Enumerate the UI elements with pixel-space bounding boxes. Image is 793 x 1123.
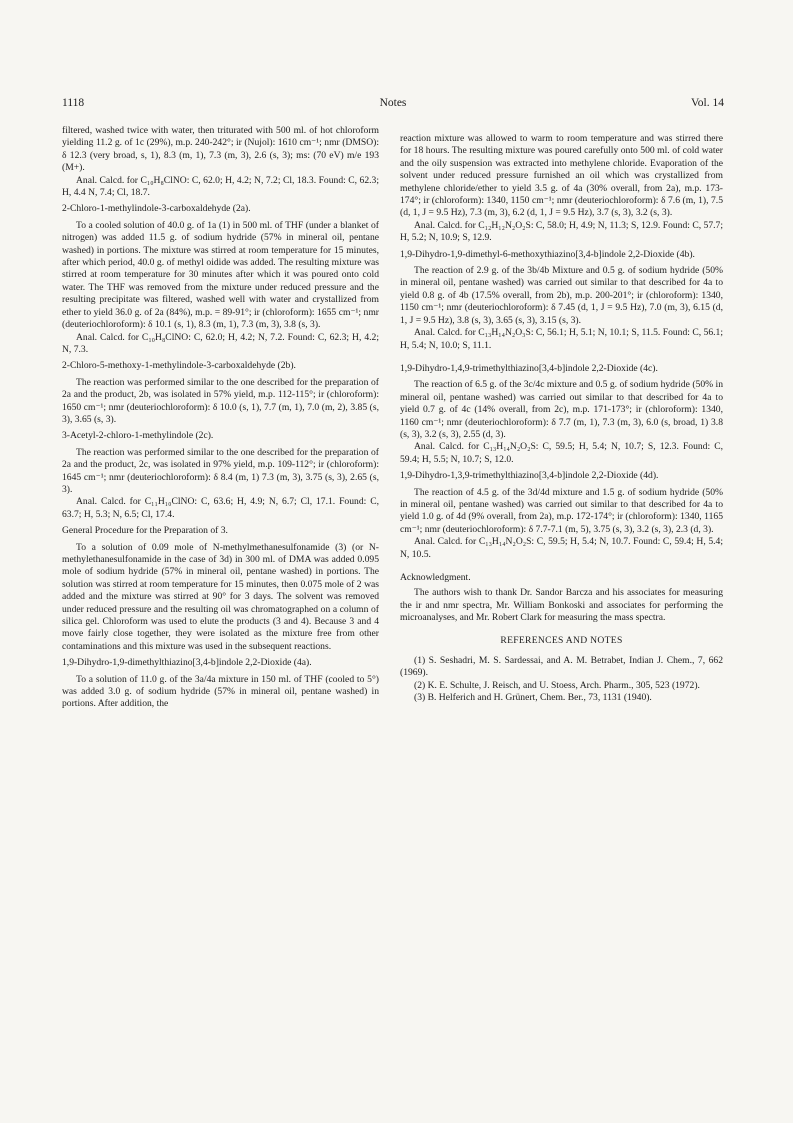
section-heading: 2-Chloro-5-methoxy-1-methylindole-3-carboxaldehyde (2b). [62, 360, 296, 372]
page-number: 1118 [62, 97, 85, 109]
section-heading: 1,9-Dihydro-1,9-dimethylthiazino[3,4-b]indole 2,2-Dioxide (4a). [62, 657, 312, 669]
analysis-line: Anal. Calcd. for C₁₃H₁₄N₂O₂S: C, 59.5; H, 5.4; N, 10.7. Found: C, 59.4; H, 5.4; N, 10.5. [400, 536, 723, 560]
paragraph: reaction mixture was allowed to warm to room temperature and was stirred there for 18 hours. The resulting mixture was poured carefully onto 500 ml. of cold water and the oily suspension was extracted into methylene chloride. Evaporation of the solvent under reduced pressure furnished an oil which was crystallized from methylene chloride/ether to yield 3.5 g. of 4a (30% overall, from 2a), m.p. 173-174°; ir (chloroform): 1340, 1150 cm⁻¹; nmr (deuteriochloroform): δ 7.6 (m, 1), 7.5 (d, 1, J = 9.5 Hz), 7.3 (m, 3), 6.2 (d, 1, J = 9.5 Hz), 3.7 (s, 3), 3.2 (s, 3). [400, 133, 723, 219]
analysis-line: Anal. Calcd. for C₁₀H₈ClNO: C, 62.0; H, 4.2; N, 7.2. Found: C, 62.3; H, 4.2; N, 7.3. [62, 331, 379, 355]
paragraph: The authors wish to thank Dr. Sandor Barcza and his associates for measuring the ir and nmr spectra, Mr. William Bonkoski and associates for performing the microanalyses, and Mr. Robert Clark for measuring the mass spectra. [400, 587, 723, 624]
section-heading: 1,9-Dihydro-1,4,9-trimethylthiazino[3,4-b]indole 2,2-Dioxide (4c). [400, 362, 658, 374]
paragraph: To a solution of 0.09 mole of N-methylmethanesulfonamide (3) (or N-methylethanesulfonamide in the case of 3d) in 300 ml. of DMA was added 0.095 mole of sodium hydride (57% in mineral oil, pentane washed) in portions. The solution was stirred at room temperature for 15 minutes, then 0.075 mole of 2 was added and the mixture was stirred at 90° for 3 days. The solvent was removed under reduced pressure and the resulting oil was chromatographed on a column of silica gel. Chloroform was used to elute the products (3 and 4). Because 3 and 4 move fairly close together, they were isolated as the mixture free from other contaminations and this mixture was used in the subsequent reactions. [62, 541, 379, 652]
references-heading: REFERENCES AND NOTES [500, 634, 623, 646]
paragraph: The reaction of 6.5 g. of the 3c/4c mixture and 0.5 g. of sodium hydride (50% in mineral oil, pentane washed) was carried out similar to that described for 4a to yield 0.7 g. of 4c (14% overall, from 2c), m.p. 171-173°; ir (chloroform): 1340, 1160 cm⁻¹; nmr (deuteriochloroform): δ 7.7 (m, 1), 7.3 (m, 3), 6.0 (s, broad, 1) 3.8 (s, 3), 3.2 (s, 3), 2.55 (d, 3). [400, 379, 723, 440]
spacer [400, 561, 723, 568]
section-heading: 2-Chloro-1-methylindole-3-carboxaldehyde (2a). [62, 203, 251, 215]
reference-item: (1) S. Seshadri, M. S. Sardessai, and A. M. Betrabet, Indian J. Chem., 7, 662 (1969). [400, 655, 723, 679]
left-column [62, 125, 379, 711]
paragraph: The reaction of 4.5 g. of the 3d/4d mixture and 1.5 g. of sodium hydride (50% in mineral oil, pentane washed) was carried out similar to that described for 4a to yield 1.0 g. of 4d (9% overall, from 2a), m.p. 172-174°; ir (chloroform): 1340, 1165 cm⁻¹; nmr (deuteriochloroform): δ 7.7-7.1 (m, 5), 3.75 (s, 3), 3.2 (s, 3), 2.3 (d, 3). [400, 486, 723, 535]
analysis-line: Anal. Calcd. for C₁₃H₁₄N₂O₃S: C, 56.1; H, 5.1; N, 10.1; S, 11.5. Found: C, 56.1; H, 5.4; N, 10.0; S, 11.1. [400, 327, 723, 351]
section-title: Notes [379, 97, 407, 109]
paragraph: To a cooled solution of 40.0 g. of 1a (1) in 500 ml. of THF (under a blanket of nitrogen) was added 11.5 g. of sodium hydride (57% in mineral oil, pentane washed) in portions. The mixture was stirred at room temperature for 15 minutes, after which period, 40.0 g. of methyl oidide was added. The resulting mixture was stirred at room temperature for 30 minutes after which it was poured onto cold water. The THF was removed from the mixture under reduced pressure and the resulting precipitate was filtered, washed well with water and crystallized from ether to yield 36.0 g. of 2a (84%), m.p. = 89-91°; ir (chloroform): 1655 cm⁻¹; nmr (deuteriochloroform): δ 10.1 (s, 1), 8.3 (m, 1), 7.3 (m, 3), 3.8 (s, 3). [62, 219, 379, 331]
paragraph: The reaction was performed similar to the one described for the preparation of 2a and the product, 2b, was isolated in 57% yield, m.p. 112-115°; ir (chloroform): 1650 cm⁻¹; nmr (deuteriochloroform): δ 10.0 (s, 1), 7.7 (m, 1), 7.0 (m, 2), 3.85 (s, 3), 3.65 (s, 3). [62, 376, 379, 425]
section-heading: General Procedure for the Preparation of 3. [62, 525, 228, 537]
spacer [400, 352, 723, 359]
running-header [62, 97, 724, 113]
analysis-line: Anal. Calcd. for C₁₀H₈ClNO: C, 62.0; H, 4.2; N, 7.2; Cl, 18.3. Found: C, 62.3; H, 4.4 N, 7.4; Cl, 18.7. [62, 174, 379, 199]
volume-label: Vol. 14 [690, 97, 724, 109]
paragraph: The reaction of 2.9 g. of the 3b/4b Mixture and 0.5 g. of sodium hydride (50% in mineral oil, pentane washed) was carried out similar to that described for 4a to yield 0.8 g. of 4b (17.5% overall, from 2b), m.p. 200-201°; ir (chloroform): 1340, 1150 cm⁻¹; nmr (deuteriochloroform): δ 7.45 (d, 1, J = 9.5 Hz), 7.0 (m, 3), 6.15 (d, 1, J = 9.5 Hz), 3.8 (s, 3), 3.65 (s, 3), 3.15 (s, 3). [400, 265, 723, 326]
reference-item: (2) K. E. Schulte, J. Reisch, and U. Stoess, Arch. Pharm., 305, 523 (1972). [414, 679, 700, 691]
analysis-line: Anal. Calcd. for C₁₃H₁₄N₂O₂S: C, 59.5; H, 5.4; N, 10.7; S, 12.3. Found: C, 59.4; H, 5.5; N, 10.7; S, 12.0. [400, 441, 723, 465]
analysis-line: Anal. Calcd. for C₁₂H₁₂N₂O₂S: C, 58.0; H, 4.9; N, 11.3; S, 12.9. Found: C, 57.7; H, 5.2; N, 10.9; S, 12.9. [400, 219, 723, 244]
reference-item: (3) B. Helferich and H. Grünert, Chem. Ber., 73, 1131 (1940). [414, 692, 652, 704]
paragraph: To a solution of 11.0 g. of the 3a/4a mixture in 150 ml. of THF (cooled to 5°) was added 3.0 g. of sodium hydride (57% in mineral oil, pentane washed) in portions. After addition, the [62, 673, 379, 710]
paragraph: filtered, washed twice with water, then triturated with 500 ml. of hot chloroform yielding 11.2 g. of 1c (29%), m.p. 240-242°; ir (Nujol): 1610 cm⁻¹; nmr (DMSO): δ 12.3 (very broad, s, 1), 8.3 (m, 1), 7.3 (m, 3), 2.6 (s, 3); ms: (70 eV) m/e 193 (M+). [62, 125, 379, 174]
section-heading: 1,9-Dihydro-1,9-dimethyl-6-methoxythiazino[3,4-b]indole 2,2-Dioxide (4b). [400, 248, 695, 260]
section-heading: 3-Acetyl-2-chloro-1-methylindole (2c). [62, 430, 214, 442]
acknowledgment-heading: Acknowledgment. [400, 572, 471, 583]
section-heading: 1,9-Dihydro-1,3,9-trimethylthiazino[3,4-b]indole 2,2-Dioxide (4d). [400, 470, 659, 482]
right-column [400, 133, 723, 705]
paragraph: The reaction was performed similar to the one described for the preparation of 2a and the product, 2c, was isolated in 97% yield, m.p. 109-112°; ir (chloroform): 1645 cm⁻¹; nmr (deuteriochloroform): δ 8.4 (m, 1) 7.3 (m, 3), 3.75 (s, 3), 2.65 (s, 3). [62, 446, 379, 495]
analysis-line: Anal. Calcd. for C₁₁H₁₀ClNO: C, 63.6; H, 4.9; N, 6.7; Cl, 17.1. Found: C, 63.7; H, 5.3; N, 6.5; Cl, 17.4. [62, 496, 379, 520]
